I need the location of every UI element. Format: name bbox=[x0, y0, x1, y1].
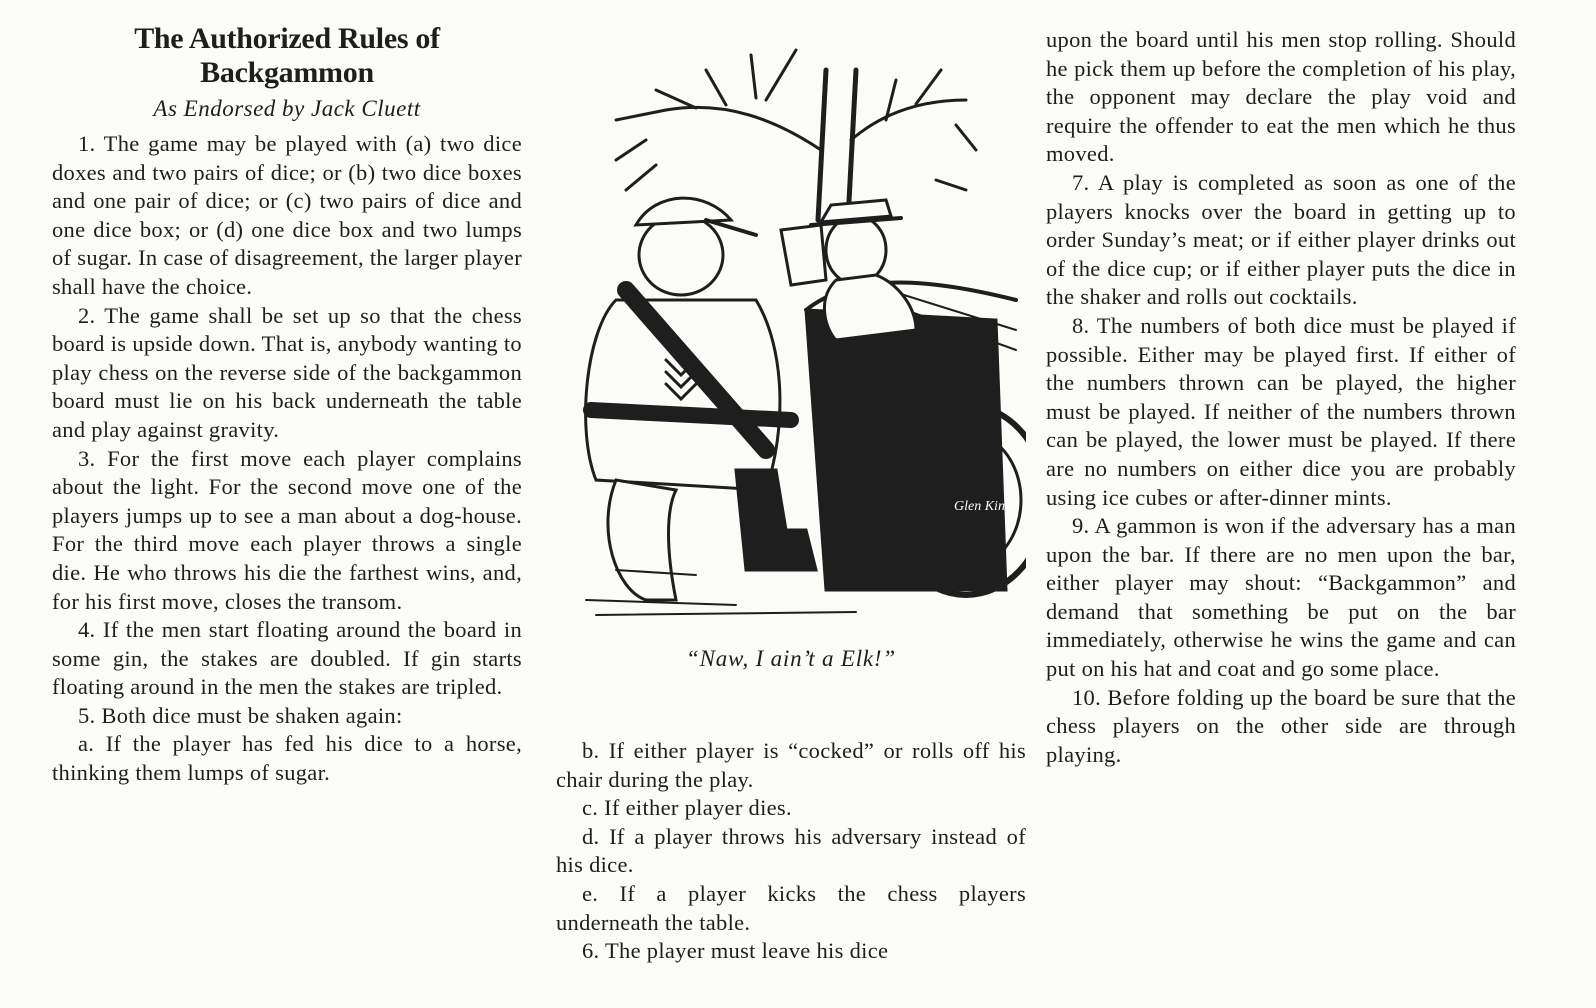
rule-5: 5. Both dice must be shaken again: bbox=[78, 702, 403, 728]
rule-5a: a. If the player has fed his dice to a horse, thinking them lumps of sugar. bbox=[52, 731, 522, 786]
rule-2: 2. The game shall be set up so that the chess board is upside down. That is, anybody wanting to play chess on the reverse side of the backgammon board must lie on his back underneath the table and play against gravity. bbox=[52, 302, 522, 442]
left-column bbox=[52, 22, 522, 788]
rule-5e: e. If a player kicks the chess players underneath the table. bbox=[556, 880, 1026, 935]
cartoon-signature: Glen King bbox=[954, 499, 1012, 514]
rule-4: 4. If the men start floating around the board in some gin, the stakes are doubled. If gin starts floating around in the men the stakes are tripled. bbox=[52, 617, 522, 700]
middle-column bbox=[556, 737, 1026, 966]
rule-6: 6. The player must leave his dice bbox=[582, 938, 889, 964]
rule-1: 1. The game may be played with (a) two dice doxes and two pairs of dice; or (b) two dice boxes and one pair of dice; or (c) two pairs of dice and one dice box; or (d) one dice box and two lumps of sugar. In case of disagreement, the larger player shall have the choice. bbox=[52, 131, 522, 299]
rule-9: 9. A gammon is won if the adversary has a man upon the bar. If there are no men upon the bar, either player may shout: “Backgammon” and demand that something be put on the bar immediately, otherwise he wins the game and can put on his hat and coat and go some place. bbox=[1046, 513, 1516, 682]
right-column bbox=[1046, 26, 1516, 769]
rule-3: 3. For the first move each player complains about the light. For the second move one of the players jumps up to see a man about a dog-house. For the third move each player throws a single die. He who throws his die the farthest wins, and, for his first move, closes the transom. bbox=[52, 445, 522, 614]
byline: As Endorsed by Jack Cluett bbox=[153, 96, 421, 121]
cartoon-drawing bbox=[556, 30, 1026, 630]
article-title bbox=[52, 22, 522, 90]
rule-5d: d. If a player throws his adversary instead of his dice. bbox=[556, 823, 1026, 878]
rule-8: 8. The numbers of both dice must be played if possible. Either may be played first. If either of the numbers thrown can be played, the higher must be played. If neither of the numbers thrown can be played, the lower must be played. If there are no numbers on either dice you are probably using ice cubes or after-dinner mints. bbox=[1046, 312, 1516, 510]
rule-5c: c. If either player dies. bbox=[582, 795, 792, 821]
rule-6-continued: upon the board until his men stop rolling. Should he pick them up before the completion of his play, the opponent may declare the play void and require the offender to eat the men which he thus moved. bbox=[1046, 27, 1516, 167]
title-line-1: The Authorized Rules of bbox=[134, 22, 440, 55]
rule-7: 7. A play is completed as soon as one of the players knocks over the board in getting up to order Sunday’s meat; or if either player drinks out of the dice cup; or if either player puts the dice in the shaker and rolls out cocktails. bbox=[1046, 169, 1516, 310]
cartoon-illustration bbox=[556, 30, 1026, 630]
rule-10: 10. Before folding up the board be sure that the chess players on the other side are through playing. bbox=[1046, 684, 1516, 767]
cartoon-caption: “Naw, I ain’t a Elk!” bbox=[686, 646, 896, 671]
title-line-2: Backgammon bbox=[200, 56, 374, 89]
rule-5b: b. If either player is “cocked” or rolls off his chair during the play. bbox=[556, 738, 1026, 792]
